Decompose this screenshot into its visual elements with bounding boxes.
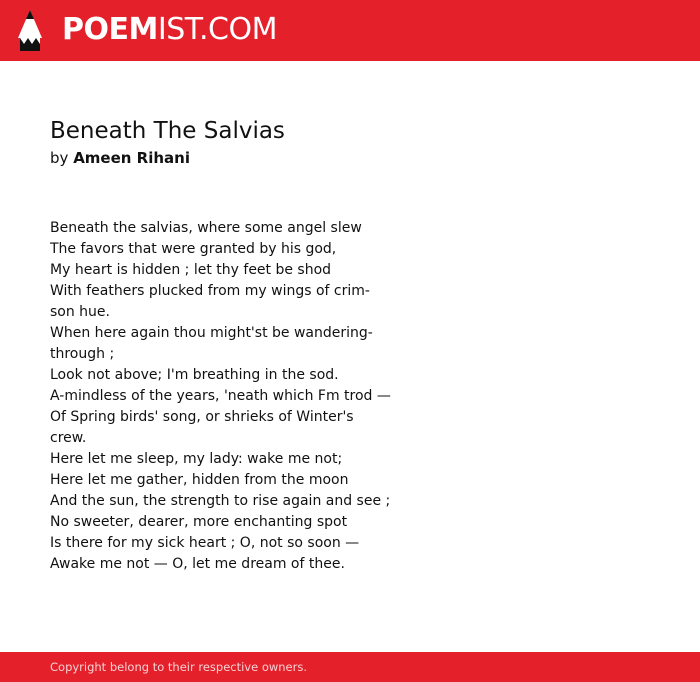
logo-light-text: IST.COM	[157, 12, 277, 47]
poem-line: Of Spring birds' song, or shrieks of Winter's	[50, 409, 354, 425]
poem-line: through ;	[50, 346, 115, 362]
site-footer	[0, 652, 700, 682]
poem-line: Look not above; I'm breathing in the sod.	[50, 367, 339, 383]
poem-line: With feathers plucked from my wings of crim-	[50, 283, 370, 299]
poem-line: Awake me not — O, let me dream of thee.	[50, 556, 345, 572]
author-name[interactable]: Ameen Rihani	[73, 149, 190, 167]
poem-line: Beneath the salvias, where some angel slew	[50, 220, 362, 236]
poem-line: No sweeter, dearer, more enchanting spot	[50, 514, 348, 530]
poem-line: And the sun, the strength to rise again and see ;	[50, 493, 391, 509]
poem-line: Here let me gather, hidden from the moon	[50, 472, 349, 488]
poem-body	[50, 218, 410, 575]
poem-line: A-mindless of the years, 'neath which Fm trod —	[50, 388, 391, 404]
poem-line: The favors that were granted by his god,	[50, 241, 337, 257]
poem-line: My heart is hidden ; let thy feet be shod	[50, 262, 332, 278]
poem-line: Is there for my sick heart ; O, not so soon —	[50, 535, 360, 551]
by-label: by	[50, 149, 69, 167]
poem-line: When here again thou might'st be wandering-	[50, 325, 373, 341]
logo-bold-text: POEM	[62, 12, 158, 47]
byline	[50, 148, 190, 169]
copyright-notice: Copyright belong to their respective owners.	[50, 660, 308, 674]
poem-line: son hue.	[50, 304, 110, 320]
poem-line: crew.	[50, 430, 87, 446]
poem-title: Beneath The Salvias	[50, 118, 285, 144]
site-logo[interactable]	[62, 12, 277, 48]
pencil-logo-icon[interactable]	[17, 10, 43, 51]
site-header	[0, 0, 700, 61]
poem-line: Here let me sleep, my lady: wake me not;	[50, 451, 343, 467]
